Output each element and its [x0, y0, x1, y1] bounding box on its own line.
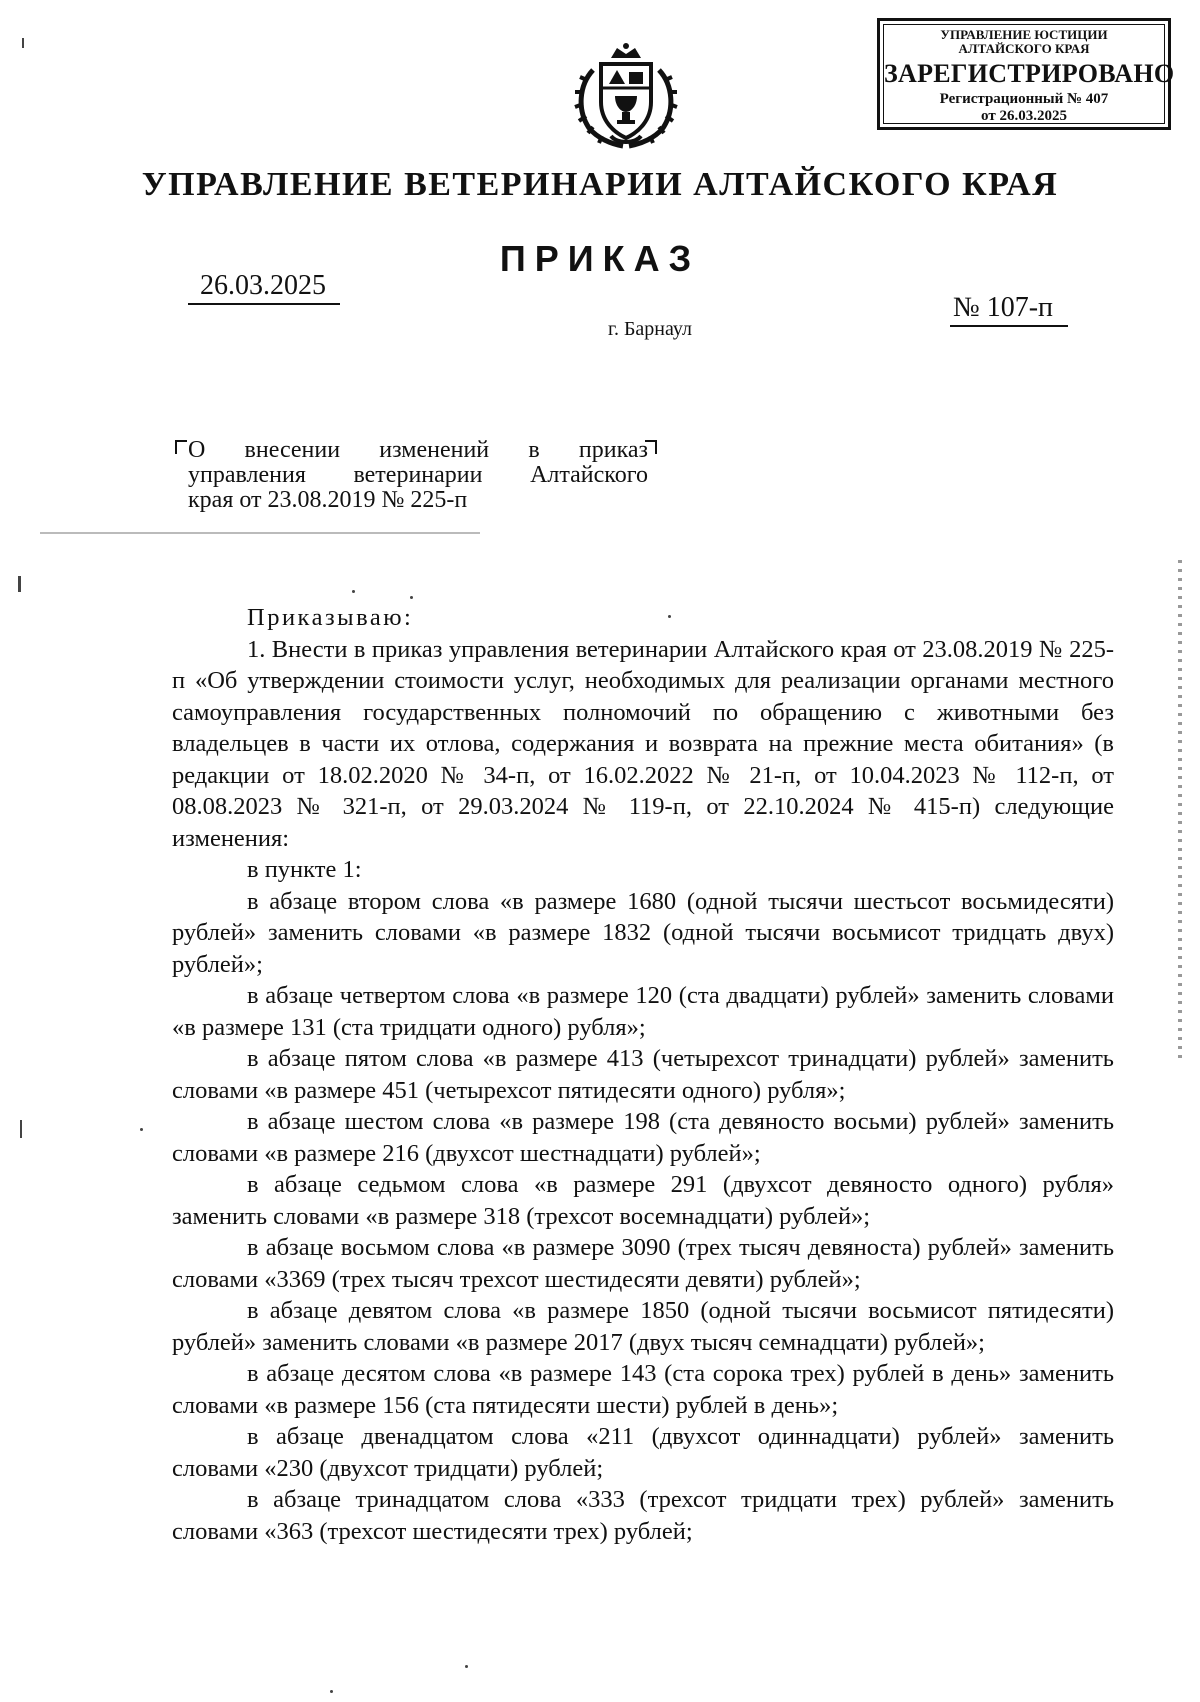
scan-speck — [410, 596, 413, 599]
body-paragraph-order: Приказываю: — [247, 604, 414, 631]
body-paragraph: в абзаце десятом слова «в размере 143 (ста сорока трех) рублей в день» заменить словами «в размере 156 (ста пятидесяти шести) рублей в день»; — [172, 1360, 1114, 1419]
stamp-reg-date: от 26.03.2025 — [981, 108, 1067, 124]
body-paragraph: в абзаце втором слова «в размере 1680 (одной тысячи шестьсот восьмидесяти) рублей» заменить словами «в размере 1832 (одной тысячи восьмисот тридцать двух) рублей»; — [172, 887, 1114, 978]
stamp-status: ЗАРЕГИСТРИРОВАНО — [884, 59, 1175, 88]
scan-speck — [465, 1665, 468, 1668]
scan-speck — [668, 615, 671, 618]
document-city: г. Барнаул — [608, 318, 692, 340]
subject-line: управления ветеринарии Алтайского — [188, 462, 648, 488]
body-paragraph: в абзаце седьмом слова «в размере 291 (двухсот девяносто одного) рубля» заменить словами «в размере 318 (трехсот восемнадцати) рублей»; — [172, 1171, 1114, 1230]
subject-bracket-left — [175, 440, 187, 454]
scan-speck — [20, 1120, 22, 1138]
coat-of-arms-icon — [571, 40, 681, 152]
date-underline — [188, 303, 340, 305]
document-body — [172, 602, 1114, 1547]
body-paragraph: в абзаце двенадцатом слова «211 (двухсот одиннадцати) рублей» заменить словами «230 (двухсот тридцати) рублей; — [172, 1423, 1114, 1482]
stamp-inner-frame — [883, 24, 1175, 124]
body-paragraph: 1. Внести в приказ управления ветеринарии Алтайского края от 23.08.2019 № 225-п «Об утверждении стоимости услуг, необходимых для реализации органами местного самоуправления государственных полномочий по обращению с животными без владельцев в части их отлова, содержания и возврата на прежние места обитания» (в редакции от 18.02.2020 № 34-п, от 16.02.2022 № 21-п, от 10.04.2023 № 112-п, от 08.08.2023 № 321-п, от 29.03.2024 № 119-п, от 22.10.2024 № 415-п) следующие изменения: — [172, 635, 1114, 852]
body-paragraph: в абзаце четвертом слова «в размере 120 (ста двадцати) рублей» заменить словами «в размере 131 (ста тридцати одного) рубля»; — [172, 982, 1114, 1041]
stamp-authority-line1: УПРАВЛЕНИЕ ЮСТИЦИИ — [940, 27, 1108, 42]
document-date: 26.03.2025 — [200, 270, 326, 301]
scan-speck — [330, 1690, 333, 1693]
scan-speck — [18, 576, 21, 592]
subject-line: О внесении изменений в приказ — [188, 437, 648, 463]
scan-speck — [40, 532, 480, 534]
scan-speck — [22, 38, 24, 48]
scan-speck — [1178, 560, 1182, 1060]
scan-speck — [140, 1128, 143, 1131]
stamp-authority-line2: АЛТАЙСКОГО КРАЯ — [958, 41, 1090, 56]
body-paragraph: в абзаце шестом слова «в размере 198 (ста девяносто восьми) рублей» заменить словами «в размере 216 (двухсот шестнадцати) рублей»; — [172, 1108, 1114, 1167]
body-paragraph: в абзаце восьмом слова «в размере 3090 (трех тысяч девяноста) рублей» заменить словами «3369 (трех тысяч трехсот шестидесяти девяти) рублей»; — [172, 1234, 1114, 1293]
body-paragraph: в абзаце тринадцатом слова «333 (трехсот тридцати трех) рублей» заменить словами «363 (трехсот шестидесяти трех) рублей; — [172, 1486, 1114, 1545]
scan-speck — [352, 590, 355, 593]
document-subject — [188, 438, 648, 513]
stamp-reg-number: Регистрационный № 407 — [939, 91, 1109, 107]
body-paragraph: в абзаце пятом слова «в размере 413 (четырехсот тринадцати) рублей» заменить словами «в размере 451 (четырехсот пятидесяти одного) рубля»; — [172, 1045, 1114, 1104]
document-number: № 107-п — [953, 292, 1054, 323]
body-paragraph: в пункте 1: — [247, 856, 362, 883]
document-type-title: ПРИКАЗ — [499, 238, 701, 279]
body-paragraph: в абзаце девятом слова «в размере 1850 (одной тысячи восьмисот пятидесяти) рублей» заменить словами «в размере 2017 (двух тысяч семнадцати) рублей»; — [172, 1297, 1114, 1356]
subject-line: края от 23.08.2019 № 225-п — [188, 487, 468, 513]
registration-stamp — [877, 18, 1175, 130]
organization-title: УПРАВЛЕНИЕ ВЕТЕРИНАРИИ АЛТАЙСКОГО КРАЯ — [141, 166, 1059, 203]
